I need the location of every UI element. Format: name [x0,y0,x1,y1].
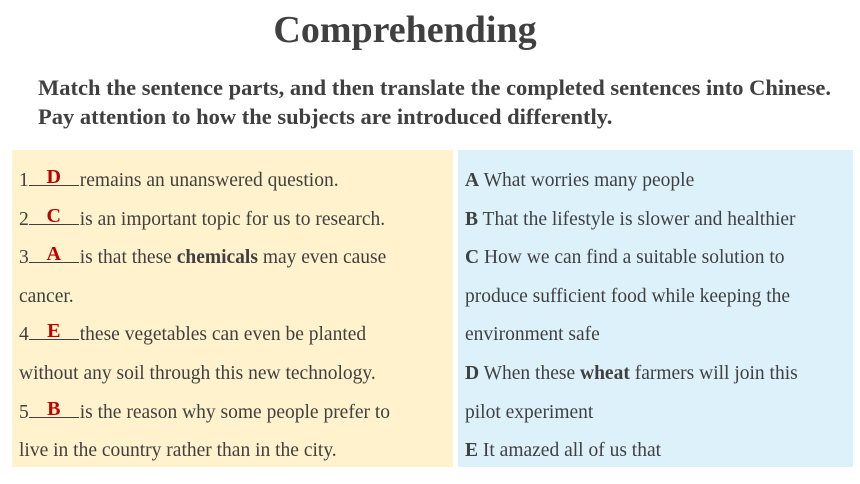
answer-letter: B [47,397,61,420]
option-letter: D [465,362,480,384]
item-text: these vegetables can even be planted [79,324,367,346]
option-d-continuation: pilot experiment [465,401,594,423]
item-3-continuation: cancer. [19,285,74,307]
option-b [465,201,853,240]
option-text: farmers will join this [629,362,798,384]
answer-blank [29,320,79,343]
option-e [465,432,853,471]
item-number: 4 [19,324,29,346]
answer-blank [29,397,79,420]
item-number: 2 [19,208,29,230]
item-number: 1 [19,170,29,191]
instruction-text: Match the sentence parts, and then translate the completed sentences into Chinese. Pay attention to how the subjects are introduced differently. [38,75,832,129]
item-2 [19,201,453,240]
item-text: remains an unanswered question. [79,170,339,191]
option-letter: A [465,170,480,191]
option-a [465,162,853,201]
item-4 [19,316,453,355]
options-panel [458,150,853,467]
option-text: How we can find a suitable solution to [479,247,785,269]
item-text: may even cause [257,247,387,269]
option-text: It amazed all of us that [478,440,662,462]
item-5-continuation: live in the country rather than in the city. [19,440,337,462]
answer-letter: E [47,320,61,343]
option-bold-word: wheat [580,362,630,384]
item-3 [19,239,453,278]
page-title: Comprehending [273,9,537,51]
item-4-continuation: without any soil through this new technology. [19,362,376,384]
item-text: is that these [79,247,177,269]
item-text: is an important topic for us to research. [79,208,386,230]
answer-blank [29,166,79,188]
item-number: 5 [19,401,29,423]
option-c-continuation: produce sufficient food while keeping the [465,285,791,307]
answer-letter: D [46,166,61,188]
item-text: is the reason why some people prefer to [79,401,391,423]
answer-letter: C [46,204,61,227]
item-1 [19,162,453,201]
option-letter: C [465,247,480,269]
option-text: That the lifestyle is slower and healthier [478,208,796,230]
option-c [465,239,853,278]
option-c-continuation: environment safe [465,324,600,346]
item-5 [19,394,453,433]
option-letter: B [465,208,479,230]
option-d [465,355,853,394]
option-text: When these [479,362,580,384]
option-text: What worries many people [479,170,695,191]
option-letter: E [465,440,479,462]
answer-blank [29,204,79,227]
sentence-parts-panel [12,150,453,467]
item-bold-word: chemicals [176,247,258,269]
answer-letter: A [46,243,61,266]
item-number: 3 [19,247,29,269]
answer-blank [29,243,79,266]
